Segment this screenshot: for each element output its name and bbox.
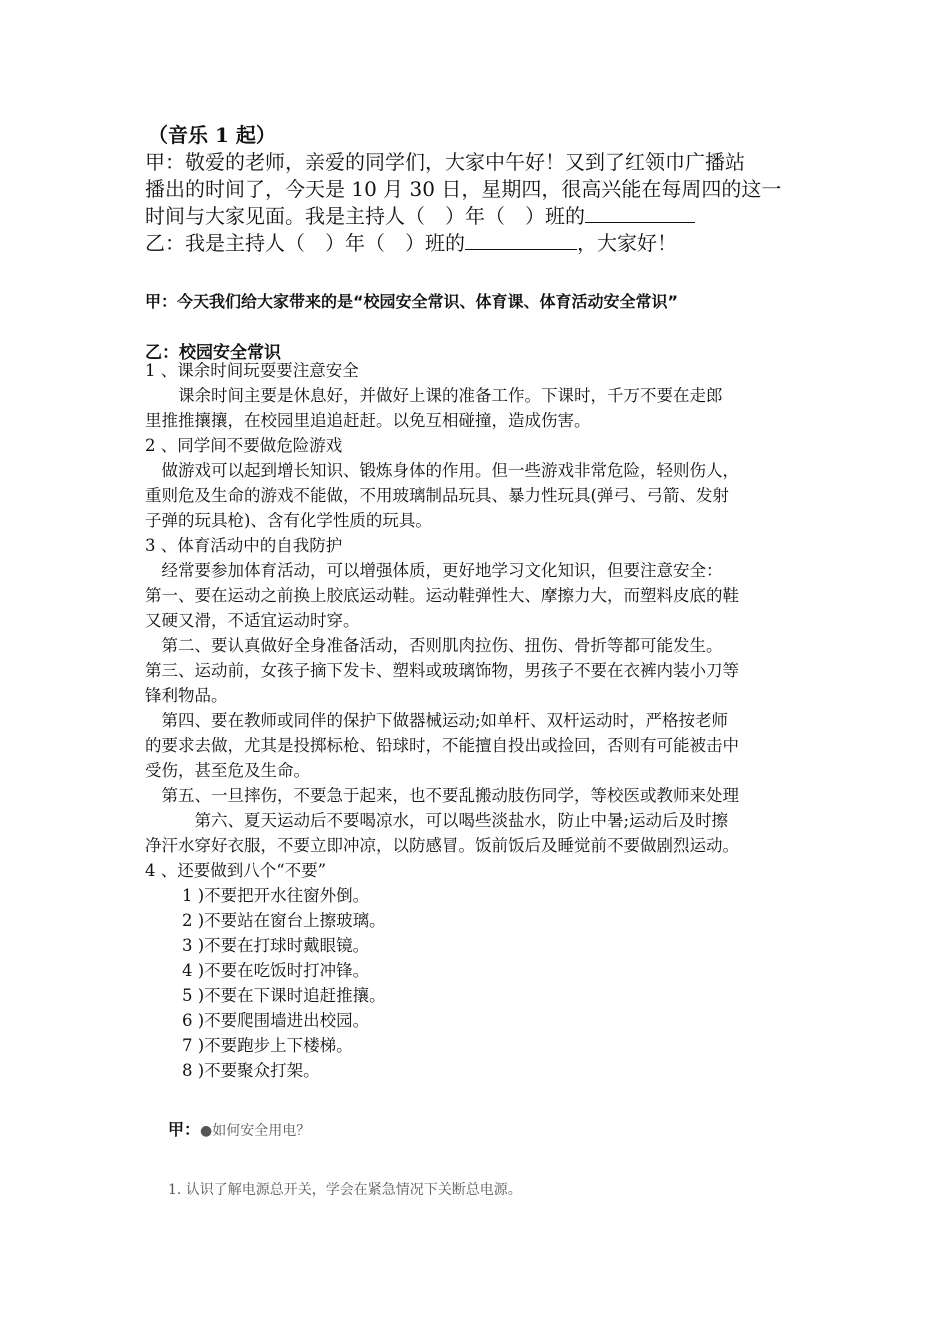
rule-item: 5 )不要在下课时追赶推攘。	[182, 986, 386, 1005]
content-line: 1 、课余时间玩耍要注意安全	[145, 361, 359, 380]
intro-line-4	[145, 230, 677, 257]
content-line: 受伤，甚至危及生命。	[145, 761, 310, 780]
content-line: 第六、夏天运动后不要喝凉水，可以喝些淡盐水，防止中暑;运动后及时擦	[145, 811, 729, 830]
content-line: 第二、要认真做好全身准备活动，否则肌肉拉伤、扭伤、骨折等都可能发生。	[145, 636, 723, 655]
intro-line-3	[145, 203, 695, 230]
content-line: 第一、要在运动之前换上胶底运动鞋。运动鞋弹性大、摩擦力大，而塑料皮底的鞋	[145, 586, 739, 605]
content-line: 又硬又滑，不适宜运动时穿。	[145, 611, 360, 630]
content-line: 净汗水穿好衣服，不要立即冲凉，以防感冒。饭前饭后及睡觉前不要做剧烈运动。	[145, 836, 739, 855]
content-line: 经常要参加体育活动，可以增强体质，更好地学习文化知识，但要注意安全：	[145, 561, 723, 580]
content-line: 第三、运动前，女孩子摘下发卡、塑料或玻璃饰物，男孩子不要在衣裤内装小刀等	[145, 661, 739, 680]
content-block	[145, 358, 739, 1083]
rule-item: 3 )不要在打球时戴眼镜。	[182, 936, 370, 955]
content-line: 2 、同学间不要做危险游戏	[145, 436, 343, 455]
content-line: 课余时间主要是休息好，并做好上课的准备工作。下课时，千万不要在走郎	[145, 386, 723, 405]
rule-item: 6 )不要爬围墙进出校园。	[182, 1011, 370, 1030]
intro-line-2: 播出的时间了，今天是 10 月 30 日，星期四，很高兴能在每周四的这一	[145, 177, 782, 201]
intro-line-3-text: 时间与大家见面。我是主持人（ ）年（ ）班的	[145, 204, 585, 228]
electric-item-1: 1. 认识了解电源总开关，学会在紧急情况下关断总电源。	[168, 1182, 522, 1198]
intro-line-4-end: ，大家好！	[577, 231, 677, 255]
content-line: 做游戏可以起到增长知识、锻炼身体的作用。但一些游戏非常危险，轻则伤人，	[145, 461, 739, 480]
electric-question	[168, 1117, 310, 1140]
content-line: 重则危及生命的游戏不能做，不用玻璃制品玩具、暴力性玩具(弹弓、弓箭、发射	[145, 486, 729, 505]
intro-line-1: 甲：敬爱的老师，亲爱的同学们，大家中午好！又到了红领巾广播站	[145, 150, 745, 174]
content-line: 子弹的玩具枪)、含有化学性质的玩具。	[145, 511, 432, 530]
content-line: 4 、还要做到八个“不要”	[145, 861, 327, 880]
music-cue: （音乐 1 起）	[148, 123, 276, 147]
topic-line: 甲：今天我们给大家带来的是“校园安全常识、体育课、体育活动安全常识”	[145, 292, 679, 311]
section-heading: 乙：校园安全常识	[145, 343, 281, 363]
content-line: 的要求去做，尤其是投掷标枪、铅球时，不能擅自投出或捡回，否则有可能被击中	[145, 736, 739, 755]
rule-item: 1 )不要把开水往窗外倒。	[182, 886, 370, 905]
rule-item: 4 )不要在吃饭时打冲锋。	[182, 961, 370, 980]
question-text: ●如何安全用电？	[200, 1123, 311, 1139]
speaker-label: 甲：	[168, 1120, 201, 1139]
name-blank-1	[585, 204, 695, 223]
content-line: 第四、要在教师或同伴的保护下做器械运动;如单杆、双杆运动时，严格按老师	[145, 711, 729, 730]
content-line: 第五、一旦摔伤，不要急于起来，也不要乱搬动肢伤同学，等校医或教师来处理	[145, 786, 739, 805]
rules-list	[145, 883, 739, 1083]
content-line: 锋利物品。	[145, 686, 228, 705]
rule-item: 7 )不要跑步上下楼梯。	[182, 1036, 353, 1055]
intro-line-4-text: 乙：我是主持人（ ）年（ ）班的	[145, 231, 465, 255]
rule-item: 8 )不要聚众打架。	[182, 1061, 320, 1080]
content-line: 3 、体育活动中的自我防护	[145, 536, 343, 555]
name-blank-2	[465, 231, 577, 250]
content-line: 里推推攘攘，在校园里追追赶赶。以免互相碰撞，造成伤害。	[145, 411, 591, 430]
rule-item: 2 )不要站在窗台上擦玻璃。	[182, 911, 386, 930]
